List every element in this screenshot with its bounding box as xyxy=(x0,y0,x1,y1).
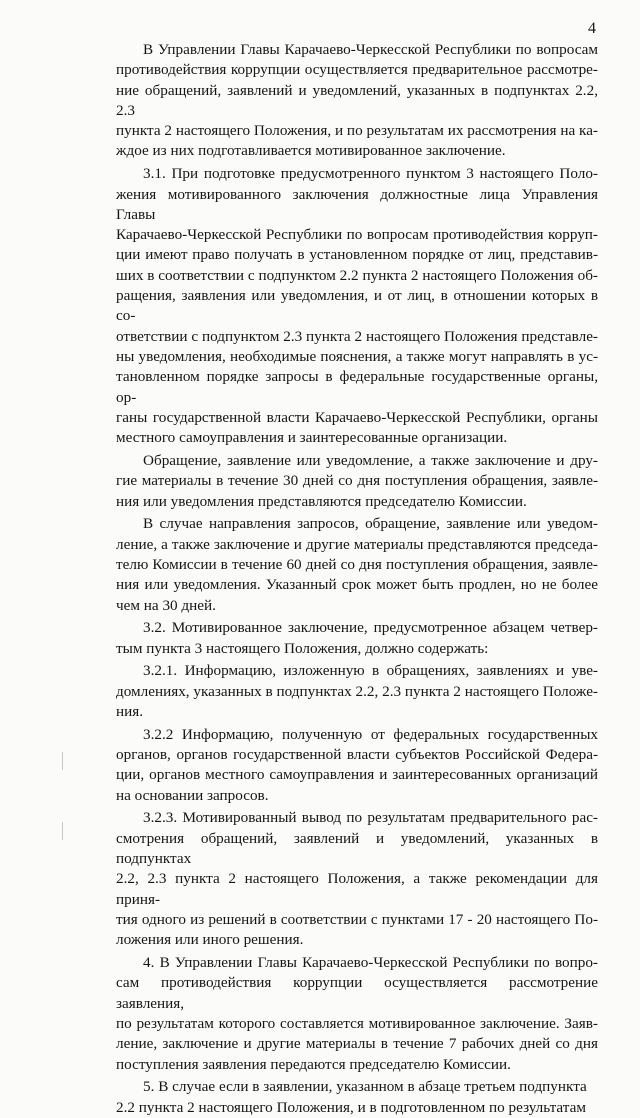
text-line: 3.2.1. Информацию, изложенную в обращениях, заявлениях и уве- xyxy=(143,662,598,680)
paragraph xyxy=(116,618,598,659)
paragraph xyxy=(116,725,598,806)
paragraph xyxy=(116,953,598,1075)
text-line: ление, а также заключение и другие материалы представляются председа- xyxy=(116,535,598,553)
paragraph xyxy=(116,661,598,722)
text-line: пункта 2 настоящего Положения, и по результатам их рассмотрения на ка- xyxy=(116,122,598,140)
text-line: ложения или иного решения. xyxy=(116,931,304,949)
body-text xyxy=(116,40,598,1118)
text-line: на основании запросов. xyxy=(116,786,269,804)
text-line: гие материалы в течение 30 дней со дня поступления обращения, заявле- xyxy=(116,472,598,490)
text-line: 3.2.3. Мотивированный вывод по результатам предварительного рас- xyxy=(143,809,598,827)
text-line: противодействия коррупции осуществляется предварительное рассмотре- xyxy=(116,61,598,79)
text-line: ние обращений, заявлений и уведомлений, указанных в подпунктах 2.2, 2.3 xyxy=(116,81,598,119)
text-line: ращения, заявления или уведомления, и от лиц, в отношении которых в со- xyxy=(116,287,598,325)
text-line: 2.2, 2.3 пункта 2 настоящего Положения, а также рекомендации для приня- xyxy=(116,870,598,908)
text-line: ния или уведомления. Указанный срок может быть продлен, но не более xyxy=(116,576,598,594)
text-line: Обращение, заявление или уведомление, а также заключение и дру- xyxy=(143,451,598,469)
text-line: 5. В случае если в заявлении, указанном в абзаце третьем подпункта xyxy=(143,1078,587,1096)
text-line: ния или уведомления представляются председателю Комиссии. xyxy=(116,492,527,510)
text-line: органов, органов государственной власти субъектов Российской Федера- xyxy=(116,746,598,764)
text-line: В случае направления запросов, обращение, заявление или уведом- xyxy=(143,515,598,533)
text-line: 2.2 пункта 2 настоящего Положения, и в подготовленном по результатам xyxy=(116,1098,586,1116)
text-line: телю Комиссии в течение 60 дней со дня поступления обращения, заявле- xyxy=(116,555,598,573)
text-line: тия одного из решений в соответствии с пунктами 17 - 20 настоящего По- xyxy=(116,910,598,928)
text-line: 3.2.2 Информацию, полученную от федеральных государственных xyxy=(143,725,598,743)
text-line: ответствии с подпунктом 2.3 пункта 2 настоящего Положения представле- xyxy=(116,327,598,345)
paragraph xyxy=(116,514,598,615)
text-line: ление, заключение и другие материалы в течение 7 рабочих дней со дня xyxy=(116,1035,598,1053)
page-number: 4 xyxy=(588,20,596,37)
text-line: ших в соответствии с подпунктом 2.2 пункта 2 настоящего Положения об- xyxy=(116,266,598,284)
text-line: Карачаево-Черкесской Республики по вопросам противодействия корруп- xyxy=(116,226,598,244)
text-line: тым пункта 3 настоящего Положения, должно содержать: xyxy=(116,639,489,657)
text-line: ции имеют право получать в установленном порядке от лиц, представив- xyxy=(116,246,598,264)
text-line: ны уведомления, необходимые пояснения, а также могут направлять в ус- xyxy=(116,347,598,365)
text-line: 4. В Управлении Главы Карачаево-Черкесской Республики по вопро- xyxy=(143,954,598,972)
text-line: ждое из них подготавливается мотивированное заключение. xyxy=(116,142,506,160)
text-line: 3.2. Мотивированное заключение, предусмотренное абзацем четвер- xyxy=(143,619,598,637)
margin-mark xyxy=(62,752,63,770)
paragraph xyxy=(116,1077,598,1118)
text-line: смотрения обращений, заявлений и уведомлений, указанных в подпунктах xyxy=(116,829,598,868)
text-line: ганы государственной власти Карачаево-Черкесской Республики, органы xyxy=(116,408,598,426)
paragraph xyxy=(116,40,598,162)
text-line: В Управлении Главы Карачаево-Черкесской Республики по вопросам xyxy=(143,41,598,58)
paragraph xyxy=(116,808,598,950)
text-line: местного самоуправления и заинтересованные организации. xyxy=(116,429,508,447)
text-line: по результатам которого составляется мотивированное заключение. Заяв- xyxy=(116,1014,598,1032)
text-line: поступления заявления передаются председателю Комиссии. xyxy=(116,1055,511,1073)
text-line: сам противодействия коррупции осуществляется рассмотрение заявления, xyxy=(116,974,598,1012)
paragraph xyxy=(116,164,598,448)
text-line: чем на 30 дней. xyxy=(116,596,216,614)
text-line: 3.1. При подготовке предусмотренного пунктом 3 настоящего Поло- xyxy=(143,165,598,183)
margin-mark xyxy=(62,822,63,840)
text-line: жения мотивированного заключения должностные лица Управления Главы xyxy=(116,185,598,223)
text-line: домлениях, указанных в подпунктах 2.2, 2.3 пункта 2 настоящего Положе- xyxy=(116,682,598,700)
paragraph xyxy=(116,451,598,512)
text-line: ния. xyxy=(116,703,144,720)
text-line: тановленном порядке запросы в федеральные государственные органы, ор- xyxy=(116,368,598,406)
text-line: ции, органов местного самоуправления и заинтересованных организаций xyxy=(116,766,598,784)
